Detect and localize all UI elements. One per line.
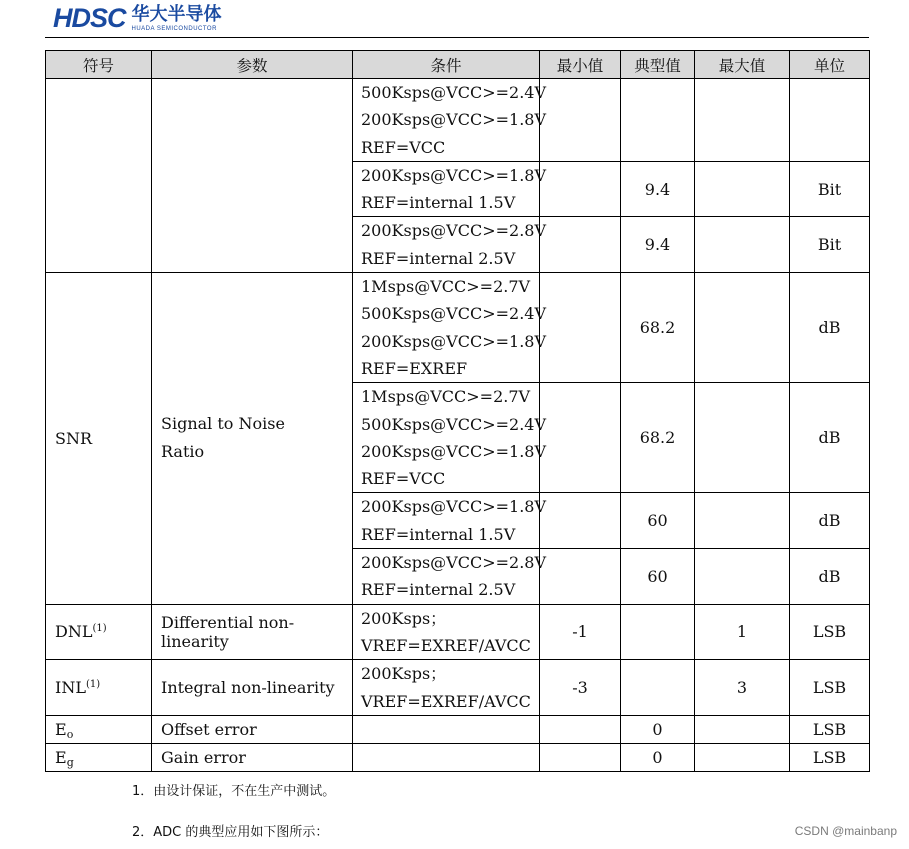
param-cell-eg: Gain error (152, 743, 353, 771)
min-cell: -3 (540, 660, 621, 716)
condition-cell: 200Ksps@VCC>=2.8V REF=internal 2.5V (353, 217, 540, 273)
unit-cell: dB (790, 383, 870, 493)
table-header-row (46, 51, 870, 79)
adc-spec-table (45, 50, 870, 772)
table-row (46, 273, 870, 383)
max-cell (695, 549, 790, 605)
max-cell (695, 161, 790, 217)
param-cell-continued (152, 79, 353, 273)
symbol-cell-snr: SNR (46, 273, 152, 605)
table-row (46, 79, 870, 162)
col-header-unit: 单位 (790, 51, 870, 79)
max-cell (695, 743, 790, 771)
col-header-condition: 条件 (353, 51, 540, 79)
min-cell (540, 273, 621, 383)
max-cell (695, 217, 790, 273)
condition-cell: 200Ksps； VREF=EXREF/AVCC (353, 604, 540, 660)
typ-cell: 9.4 (621, 161, 695, 217)
max-cell (695, 715, 790, 743)
unit-cell: Bit (790, 161, 870, 217)
max-cell: 3 (695, 660, 790, 716)
table-row (46, 715, 870, 743)
logo-chinese-name: 华大半导体 (131, 4, 222, 25)
col-header-min: 最小值 (540, 51, 621, 79)
footnote-1: 1．由设计保证，不在生产中测试。 (132, 784, 336, 799)
max-cell (695, 493, 790, 549)
unit-cell: LSB (790, 660, 870, 716)
table-row (46, 660, 870, 716)
table-row (46, 743, 870, 771)
param-cell-dnl: Differential non-linearity (152, 604, 353, 660)
typ-cell (621, 79, 695, 162)
min-cell (540, 217, 621, 273)
typ-cell: 60 (621, 493, 695, 549)
unit-cell: dB (790, 273, 870, 383)
max-cell (695, 383, 790, 493)
condition-cell: 200Ksps@VCC>=1.8V REF=internal 1.5V (353, 493, 540, 549)
typ-cell: 60 (621, 549, 695, 605)
col-header-max: 最大值 (695, 51, 790, 79)
logo-english-name: HUADA SEMICONDUCTOR (131, 26, 217, 32)
unit-cell: dB (790, 493, 870, 549)
min-cell (540, 383, 621, 493)
condition-cell: 200Ksps@VCC>=2.8V REF=internal 2.5V (353, 549, 540, 605)
param-cell-eo: Offset error (152, 715, 353, 743)
unit-cell: LSB (790, 715, 870, 743)
page-header (45, 0, 869, 38)
footnote-2: 2．ADC 的典型应用如下图所示： (132, 825, 329, 840)
condition-cell (353, 743, 540, 771)
min-cell (540, 161, 621, 217)
typ-cell (621, 604, 695, 660)
symbol-cell-eo: $E_o$ (46, 715, 152, 743)
company-logo (53, 4, 222, 33)
typ-cell: 0 (621, 715, 695, 743)
symbol-cell-continued (46, 79, 152, 273)
condition-cell: 200Ksps@VCC>=1.8V REF=internal 1.5V (353, 161, 540, 217)
col-header-symbol: 符号 (46, 51, 152, 79)
max-cell (695, 79, 790, 162)
condition-cell: 1Msps@VCC>=2.7V 500Ksps@VCC>=2.4V 200Ksps@VCC>=1.8V REF=VCC (353, 383, 540, 493)
condition-cell: 500Ksps@VCC>=2.4V 200Ksps@VCC>=1.8V REF=VCC (353, 79, 540, 162)
logo-mark: HDSC (53, 3, 126, 33)
param-cell-inl: Integral non-linearity (152, 660, 353, 716)
typ-cell: 9.4 (621, 217, 695, 273)
csdn-watermark: CSDN @mainbanp (794, 824, 897, 838)
min-cell (540, 493, 621, 549)
table-row (46, 604, 870, 660)
col-header-parameter: 参数 (152, 51, 353, 79)
symbol-cell-eg: $E_g$ (46, 743, 152, 771)
param-cell-snr: Signal to Noise Ratio (152, 273, 353, 605)
min-cell: -1 (540, 604, 621, 660)
condition-cell: 200Ksps； VREF=EXREF/AVCC (353, 660, 540, 716)
max-cell (695, 273, 790, 383)
symbol-cell-inl: INL$^{(1)}$ (46, 660, 152, 716)
typ-cell (621, 660, 695, 716)
col-header-typ: 典型值 (621, 51, 695, 79)
condition-cell: 1Msps@VCC>=2.7V 500Ksps@VCC>=2.4V 200Ksps@VCC>=1.8V REF=EXREF (353, 273, 540, 383)
min-cell (540, 549, 621, 605)
unit-cell: Bit (790, 217, 870, 273)
symbol-cell-dnl: DNL$^{(1)}$ (46, 604, 152, 660)
unit-cell (790, 79, 870, 162)
unit-cell: LSB (790, 604, 870, 660)
typ-cell: 68.2 (621, 383, 695, 493)
min-cell (540, 715, 621, 743)
typ-cell: 0 (621, 743, 695, 771)
unit-cell: dB (790, 549, 870, 605)
typ-cell: 68.2 (621, 273, 695, 383)
min-cell (540, 743, 621, 771)
condition-cell (353, 715, 540, 743)
unit-cell: LSB (790, 743, 870, 771)
min-cell (540, 79, 621, 162)
header-divider (45, 37, 869, 38)
max-cell: 1 (695, 604, 790, 660)
